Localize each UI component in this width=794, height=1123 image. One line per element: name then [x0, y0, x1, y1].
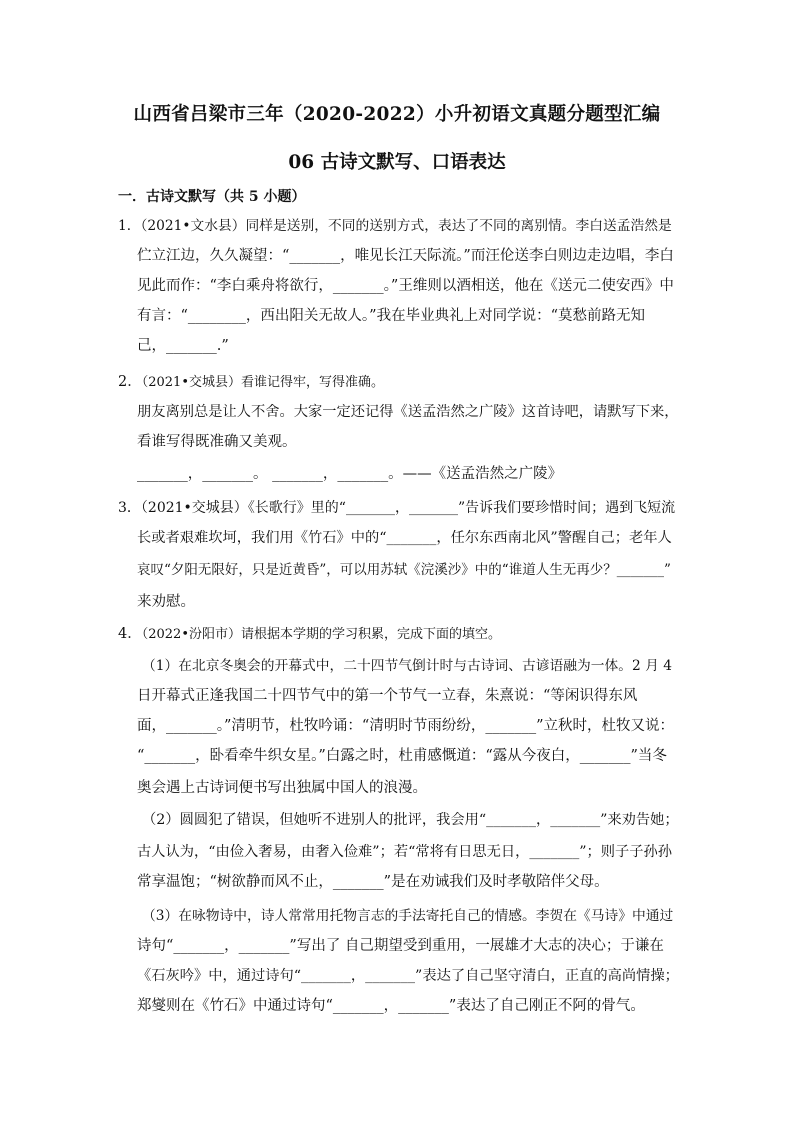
- question-4-part-3-line-2: 诗句“_______，_______”写出了 自己期望受到重用，一展雄才大志的决心；于谦在: [137, 938, 664, 954]
- question-source: （2021•交城县）: [140, 500, 248, 516]
- question-text: 同样是送别，不同的送别方式，表达了不同的离别情。李白送孟浩然是: [245, 218, 672, 234]
- question-source: （2021•文水县）: [140, 218, 246, 234]
- question-source: （2022•汾阳市）: [141, 627, 241, 642]
- question-4-line-1: [118, 624, 501, 645]
- question-4-part-3-line-4: 郑燮则在《竹石》中通过诗句“_______，_______”表达了自己刚正不阿的骨气。: [137, 998, 645, 1014]
- question-number: 1．: [118, 218, 141, 234]
- question-4-part-1-line-1: （1）在北京冬奥会的开幕式中，二十四节气倒计时与古诗词、古谚语融为一体。2 月 4: [142, 658, 672, 674]
- document-subtitle: 06 古诗文默写、口语表达: [288, 152, 506, 173]
- question-number: 4．: [118, 626, 142, 642]
- question-source: （2021•交城县）: [141, 375, 241, 390]
- question-3-line-3: 哀叹“夕阳无限好，只是近黄昏”，可以用苏轼《浣溪沙》中的“谁道人生无再少？_______”: [137, 562, 671, 578]
- section-heading: 一．古诗文默写（共 5 小题）: [118, 189, 306, 205]
- question-4-part-2-line-1: （2）圆圆犯了错误，但她听不进别人的批评，我会用“_______，_______”来劝告她；: [142, 812, 679, 828]
- question-1-line-5: 己，_______.”: [137, 338, 229, 354]
- question-2-line-1: [118, 372, 384, 393]
- question-text: 请根据本学期的学习积累，完成下面的填空。: [241, 627, 502, 642]
- question-2-line-3: 看谁写得既准确又美观。: [137, 434, 297, 450]
- question-number: 2．: [118, 374, 142, 390]
- question-3-line-2: 长或者艰难坎坷，我们用《竹石》中的“_______，任尔东西南北风”警醒自己；老年人: [137, 530, 672, 546]
- question-1-line-1: [118, 216, 672, 236]
- question-2-line-4: _______，_______。 _______，_______。——《送孟浩然之广陵》: [137, 466, 563, 482]
- question-4-part-3-line-3: 《石灰吟》中，通过诗句“_______，_______”表达了自己坚守清白，正直的高尚情操；: [137, 968, 679, 984]
- question-4-part-1-line-5: 奥会遇上古诗词便书写出独属中国人的浪漫。: [137, 780, 427, 796]
- document-title: 山西省吕梁市三年（2020-2022）小升初语文真题分题型汇编: [133, 104, 661, 125]
- question-4-part-2-line-2: 古人认为，“由俭入奢易，由奢入俭难”；若“常将有日思无日，_______”；则子子孙孙: [137, 844, 673, 860]
- question-1-line-2: 伫立江边，久久凝望：“_______，唯见长江天际流。”而汪伦送李白则边走边唱，李白: [137, 248, 674, 264]
- question-text: 看谁记得牢，写得准确。: [241, 375, 385, 390]
- question-4-part-1-line-2: 日开幕式正逢我国二十四节气中的第一个节气一立春，朱熹说：“等闲识得东风: [137, 688, 638, 704]
- question-4-part-1-line-3: 面，_______。”清明节，杜牧吟诵：“清明时节雨纷纷，_______”立秋时，杜牧又说：: [137, 718, 674, 734]
- question-number: 3．: [118, 500, 141, 516]
- question-4-part-1-line-4: “_______，卧看牵牛织女星。”白露之时，杜甫感慨道：“露从今夜白，_______”当冬: [137, 748, 667, 764]
- question-1-line-3: 见此而作：“李白乘舟将欲行，_______。”王维则以酒相送，他在《送元二使安西》中: [137, 278, 674, 294]
- question-4-part-3-line-1: （3）在咏物诗中，诗人常常用托物言志的手法寄托自己的情感。李贺在《马诗》中通过: [142, 908, 674, 924]
- question-text: 《长歌行》里的“_______，_______”告诉我们要珍惜时间；遇到飞短流: [247, 500, 676, 516]
- question-4-part-2-line-3: 常享温饱；“树欲静而风不止，_______”是在劝诫我们及时孝敬陪伴父母。: [137, 874, 609, 890]
- question-2-line-2: 朋友离别总是让人不舍。大家一定还记得《送孟浩然之广陵》这首诗吧，请默写下来，: [137, 404, 679, 420]
- question-3-line-1: [118, 498, 675, 518]
- question-1-line-4: 有言：“________，西出阳关无故人。”我在毕业典礼上对同学说：“莫愁前路无知: [137, 308, 645, 324]
- question-3-line-4: 来劝慰。: [137, 594, 195, 610]
